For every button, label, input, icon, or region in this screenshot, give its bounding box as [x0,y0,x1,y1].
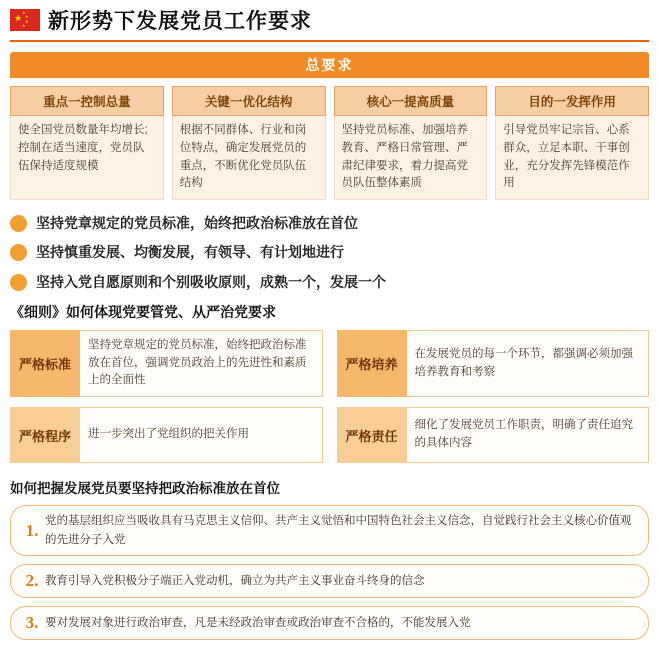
requirement-column [495,86,649,200]
strictness-tag: 严格培养 [337,330,407,397]
page-title-row [10,2,649,42]
strictness-body: 在发展党员的每一个环节，都强调必须加强培养教育和考察 [407,330,650,397]
strictness-body: 进一步突出了党组织的把关作用 [80,407,323,463]
requirement-column-head: 关键一优化结构 [172,86,326,116]
political-standard-list [10,505,649,640]
item-number: 1. [25,520,39,540]
item-text: 要对发展对象进行政治审查，凡是未经政治审查或政治审查不合格的，不能发展入党 [45,616,471,629]
list-item [10,214,649,232]
strictness-body: 细化了发展党员工作职责，明确了责任追究的具体内容 [407,407,650,463]
strictness-cell [337,330,650,397]
list-item [10,564,649,598]
list-item [10,606,649,640]
strictness-cell [10,330,323,397]
strictness-tag: 严格标准 [10,330,80,397]
document-page [0,2,659,663]
requirement-column-head: 目的一发挥作用 [495,86,649,116]
strictness-body: 坚持党章规定的党员标准，始终把政治标准放在首位，强调党员政治上的先进性和素质上的全面性 [80,330,323,397]
requirement-column [10,86,164,200]
requirement-column-head: 核心一提高质量 [334,86,488,116]
item-number: 2. [25,571,39,591]
page-title: 新形势下发展党员工作要求 [48,10,312,33]
item-text: 教育引导入党积极分子端正入党动机，确立为共产主义事业奋斗终身的信念 [45,574,425,587]
strictness-tag: 严格责任 [337,407,407,463]
principle-text: 坚持党章规定的党员标准，始终把政治标准放在首位 [36,215,358,232]
strictness-cell [337,407,650,463]
list-item [10,243,649,261]
requirement-column-head: 重点一控制总量 [10,86,164,116]
bullet-dot-icon [10,274,27,291]
china-flag-icon: ★ ★ ★ ★ ★ [10,9,40,31]
overall-requirements-banner: 总要求 [10,52,649,78]
list-item [10,273,649,291]
requirement-column-body: 坚持党员标准、加强培养教育、严格日常管理、严肃纪律要求，着力提高党员队伍整体素质 [334,116,488,200]
item-text: 党的基层组织应当吸收具有马克思主义信仰、共产主义觉悟和中国特色社会主义信念，自觉践行社会主义核心价值观的先进分子入党 [45,515,632,546]
requirements-columns [10,86,649,200]
principles-list [10,214,649,291]
requirement-column [334,86,488,200]
requirement-column-body: 使全国党员数量年均增长;控制在适当速度，党员队伍保持适度规模 [10,116,164,200]
bullet-dot-icon [10,215,27,232]
strictness-tag: 严格程序 [10,407,80,463]
principle-text: 坚持入党自愿原则和个别吸收原则，成熟一个，发展一个 [36,273,386,290]
list-item [10,505,649,556]
requirement-column-body: 根据不同群体、行业和岗位特点，确定发展党员的重点，不断优化党员队伍结构 [172,116,326,200]
requirement-column-body: 引导党员牢记宗旨、心系群众，立足本职、干事创业，充分发挥先锋模范作用 [495,116,649,200]
strictness-cell [10,407,323,463]
strictness-grid [10,330,649,463]
bullet-dot-icon [10,244,27,261]
item-number: 3. [25,613,39,633]
requirement-column [172,86,326,200]
bottom-heading: 如何把握发展党员要坚持把政治标准放在首位 [10,481,280,497]
section-heading: 《细则》如何体现党要管党、从严治党要求 [10,303,276,320]
principle-text: 坚持慎重发展、均衡发展，有领导、有计划地进行 [36,244,344,261]
